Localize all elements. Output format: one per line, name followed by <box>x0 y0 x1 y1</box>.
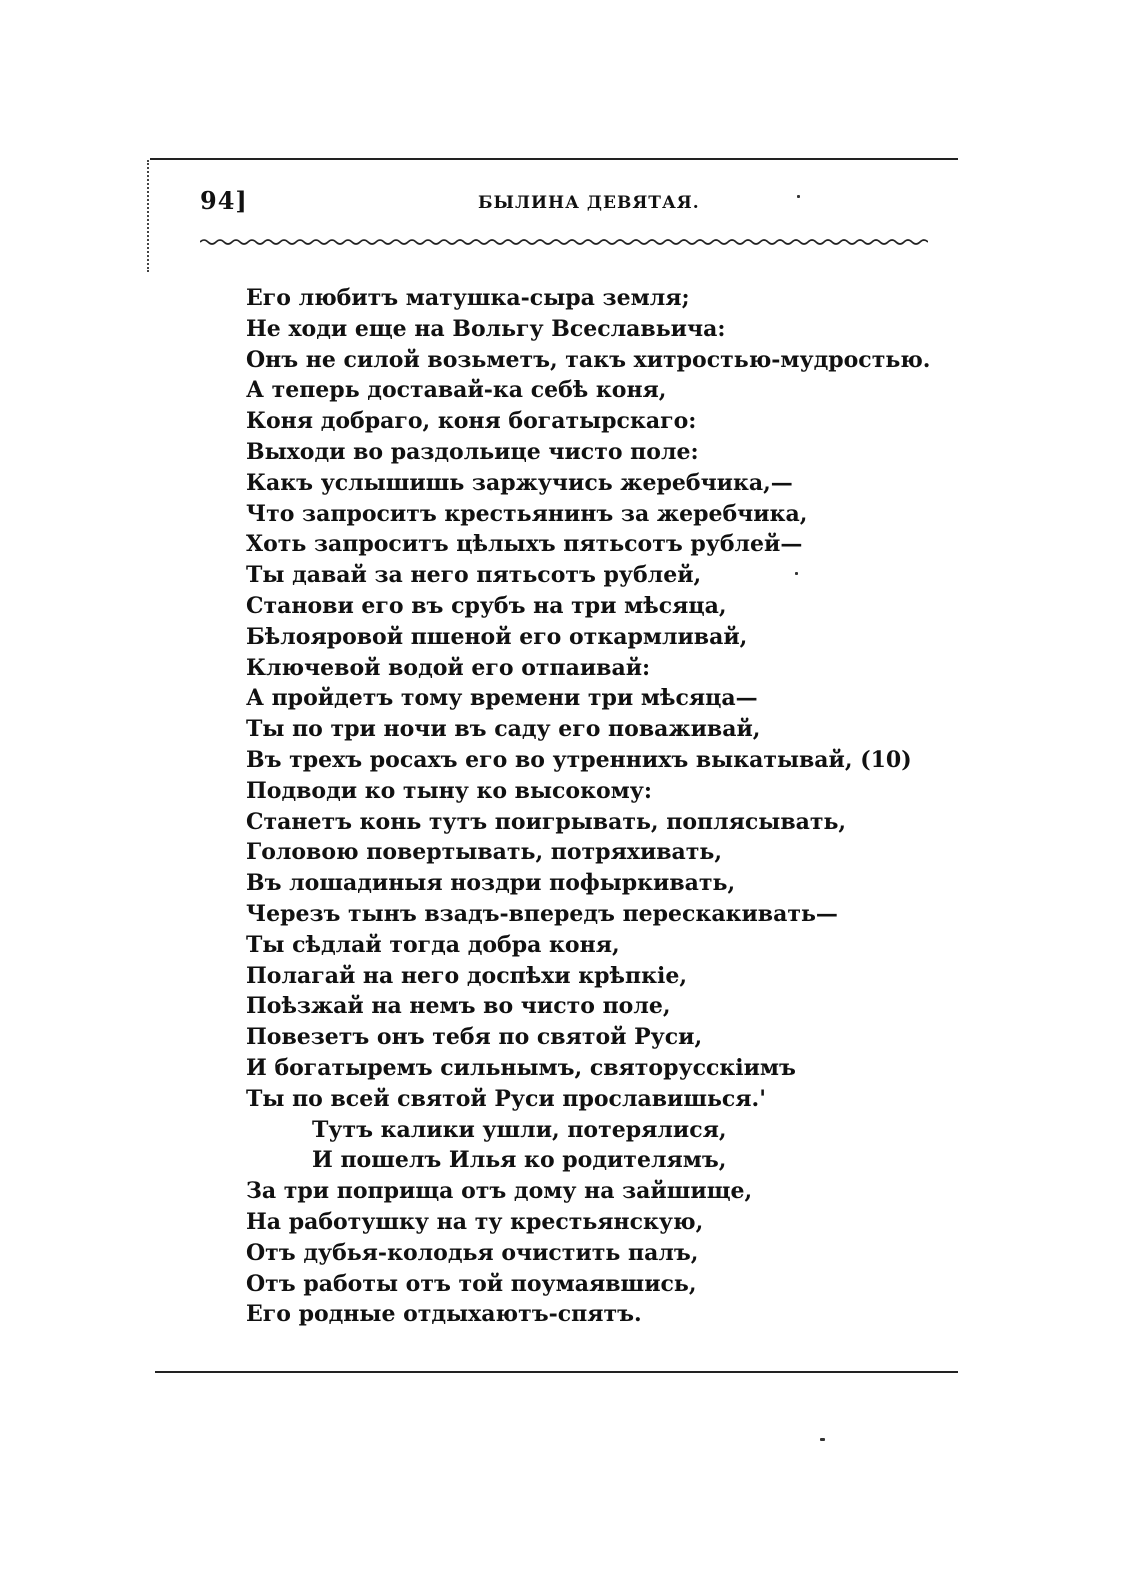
poem-line: И пошелъ Илья ко родителямъ, <box>312 1147 727 1174</box>
wavy-ornament <box>200 236 928 248</box>
poem-text <box>246 283 946 1330</box>
poem-line: Онъ не силой возьметъ, такъ хитростью-мудростью. <box>246 346 931 373</box>
print-speck <box>795 572 798 575</box>
poem-line: Не ходи еще на Вольгу Всеславьича: <box>246 315 726 342</box>
poem-line: Черезъ тынъ взадъ-впередъ перескакивать— <box>246 900 838 927</box>
poem-line: Подводи ко тыну ко высокому: <box>246 777 652 804</box>
poem-line: Ключевой водой его отпаивай: <box>246 654 651 681</box>
poem-line: Хоть запроситъ цѣлыхъ пятьсотъ рублей— <box>246 531 803 558</box>
top-rule <box>150 158 958 160</box>
poem-line: Головою повертывать, потряхивать, <box>246 839 723 866</box>
poem-line: Станетъ конь тутъ поигрывать, поплясывать, <box>246 808 847 835</box>
poem-line: А пройдетъ тому времени три мѣсяца— <box>246 685 758 712</box>
poem-line: Выходи во раздольице чисто поле: <box>246 438 699 465</box>
margin-mark <box>147 160 149 272</box>
poem-line: Тутъ калики ушли, потерялися, <box>312 1116 727 1143</box>
poem-line: Въ трехъ росахъ его во утреннихъ выкатывай, (10) <box>246 746 912 773</box>
poem-line: Что запроситъ крестьянинъ за жеребчика, <box>246 500 808 527</box>
print-speck <box>797 195 800 198</box>
bottom-rule <box>155 1371 958 1373</box>
poem-line: Ты по всей святой Руси прославишься.' <box>246 1085 766 1112</box>
poem-line: На работушку на ту крестьянскую, <box>246 1208 704 1235</box>
poem-line: Станови его въ срубъ на три мѣсяца, <box>246 592 727 619</box>
poem-line: Поѣзжай на немъ во чисто поле, <box>246 993 671 1020</box>
poem-line: Ты по три ночи въ саду его поваживай, <box>246 716 761 743</box>
poem-line: Какъ услышишь заржучись жеребчика,— <box>246 469 793 496</box>
poem-line: А теперь доставай-ка себѣ коня, <box>246 377 667 404</box>
poem-line: За три поприща отъ дому на зайшище, <box>246 1178 753 1205</box>
poem-line: Его любитъ матушка-сыра земля; <box>246 285 690 311</box>
page-number: 94] <box>200 186 248 215</box>
poem-line: Его родные отдыхаютъ-спятъ. <box>246 1301 642 1328</box>
poem-line: Ты сѣдлай тогда добра коня, <box>246 931 620 958</box>
poem-line: Ты давай за него пятьсотъ рублей, <box>246 562 702 589</box>
poem-line: Отъ дубья-колодья очистить палъ, <box>246 1239 699 1266</box>
print-speck <box>820 1438 825 1441</box>
poem-line: И богатыремъ сильнымъ, святорусскіимъ <box>246 1054 796 1081</box>
poem-line: Въ лошадиныя ноздри пофыркивать, <box>246 870 736 897</box>
poem-line: Коня добраго, коня богатырскаго: <box>246 408 697 435</box>
poem-line: Отъ работы отъ той поумаявшись, <box>246 1270 697 1297</box>
poem-line: Бѣлояровой пшеной его откармливай, <box>246 623 748 650</box>
running-title: БЫЛИНА ДЕВЯТАЯ. <box>478 193 700 213</box>
poem-line: Повезетъ онъ тебя по святой Руси, <box>246 1024 703 1051</box>
poem-line: Полагай на него доспѣхи крѣпкіе, <box>246 962 687 989</box>
